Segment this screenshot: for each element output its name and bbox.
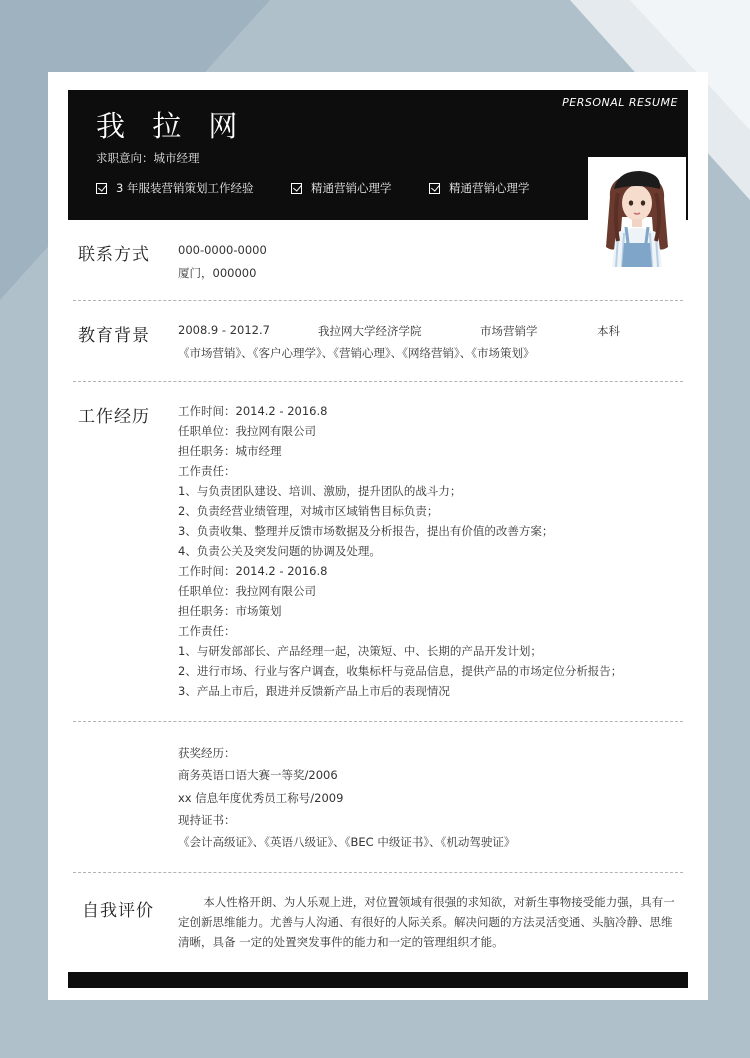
skills-list xyxy=(96,180,576,196)
work-line: 任职单位：我拉网有限公司 xyxy=(178,584,316,598)
section-title-work: 工作经历 xyxy=(78,407,150,427)
work-line: 担任职务：城市经理 xyxy=(178,444,282,458)
work-line: 任职单位：我拉网有限公司 xyxy=(178,424,316,438)
checkbox-icon xyxy=(429,183,440,194)
work-line: 4、负责公关及突发问题的协调及处理。 xyxy=(178,544,381,558)
awards-line: xx 信息年度优秀员工称号/2009 xyxy=(178,791,344,805)
section-divider xyxy=(73,300,683,301)
education-school: 我拉网大学经济学院 xyxy=(318,324,422,338)
section-title-education: 教育背景 xyxy=(78,326,150,346)
work-line: 担任职务：市场策划 xyxy=(178,604,282,618)
work-line: 2、进行市场、行业与客户调查，收集标杆与竞品信息，提供产品的市场定位分析报告； xyxy=(178,664,623,678)
contact-address: 厦门，000000 xyxy=(178,266,257,280)
section-divider xyxy=(73,872,683,873)
skill-label: 精通营销心理学 xyxy=(311,181,392,195)
education-courses: 《市场营销》、《客户心理学》、《营销心理》、《网络营销》、《市场策划》 xyxy=(178,346,535,360)
work-line: 1、与负责团队建设、培训、激励，提升团队的战斗力； xyxy=(178,484,462,498)
work-line: 3、负责收集、整理并反馈市场数据及分析报告，提出有价值的改善方案； xyxy=(178,524,554,538)
work-line: 2、负责经营业绩管理，对城市区域销售目标负责； xyxy=(178,504,439,518)
education-period: 2008.9 - 2012.7 xyxy=(178,323,270,337)
avatar-illustration xyxy=(588,157,686,267)
job-intent: 求职意向：城市经理 xyxy=(96,151,200,165)
profile-photo xyxy=(588,157,686,267)
resume-paper xyxy=(48,72,708,1000)
education-major: 市场营销学 xyxy=(480,324,538,338)
awards-line: 商务英语口语大赛一等奖/2006 xyxy=(178,768,338,782)
skill-item xyxy=(429,180,530,196)
work-line: 工作责任： xyxy=(178,464,236,478)
work-line: 工作责任： xyxy=(178,624,236,638)
section-title-self: 自我评价 xyxy=(82,901,154,921)
checkbox-icon xyxy=(291,183,302,194)
awards-line: 获奖经历： xyxy=(178,746,236,760)
personal-resume-label: PERSONAL RESUME xyxy=(562,96,678,109)
section-divider xyxy=(73,721,683,722)
section-divider xyxy=(73,381,683,382)
self-evaluation-text: 本人性格开朗、为人乐观上进，对位置领域有很强的求知欲，对新生事物接受能力强，具有一定创新思维能力。尤善与人沟通、有很好的人际关系。解决问题的方法灵活变通、头脑冷静、思维清晰，具备 一定的处置突发事件的能力和一定的管理组织才能。 xyxy=(178,895,675,949)
work-line: 1、与研发部部长、产品经理一起，决策短、中、长期的产品开发计划； xyxy=(178,644,542,658)
skill-label: 3 年服装营销策划工作经验 xyxy=(116,181,254,195)
work-line: 工作时间：2014.2 - 2016.8 xyxy=(178,404,328,418)
work-line: 工作时间：2014.2 - 2016.8 xyxy=(178,564,328,578)
skill-item xyxy=(96,180,253,196)
education-degree: 本科 xyxy=(597,324,620,338)
applicant-name: 我 拉 网 xyxy=(96,109,247,143)
awards-line: 现持证书： xyxy=(178,813,236,827)
awards-line: 《会计高级证》、《英语八级证》、《BEC 中级证书》、《机动驾驶证》 xyxy=(178,835,516,849)
footer-bar xyxy=(68,972,688,988)
skill-item xyxy=(291,180,392,196)
contact-phone: 000-0000-0000 xyxy=(178,243,267,257)
work-line: 3、产品上市后，跟进并反馈新产品上市后的表现情况 xyxy=(178,684,450,698)
skill-label: 精通营销心理学 xyxy=(449,181,530,195)
checkbox-icon xyxy=(96,183,107,194)
section-title-contact: 联系方式 xyxy=(78,245,150,265)
